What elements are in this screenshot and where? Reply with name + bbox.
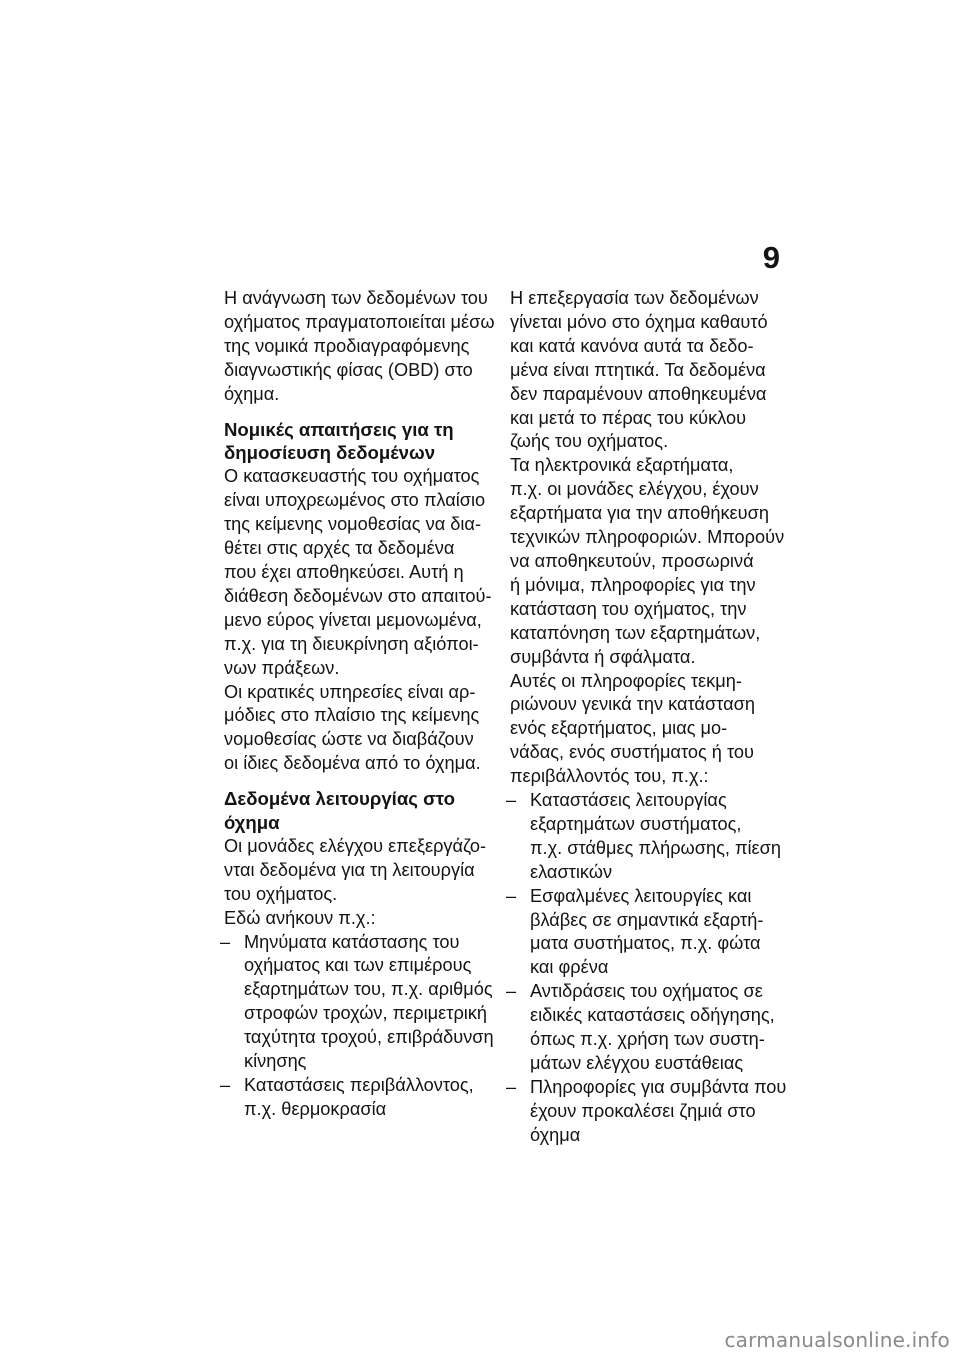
text-line: π.χ. για τη διευκρίνηση αξιόποι‐ bbox=[224, 633, 479, 654]
section-heading-legal: Νομικές απαιτήσεις για τη δημοσίευση δεδομένων bbox=[224, 418, 454, 464]
text-line: συμβάντα ή σφάλματα. bbox=[510, 646, 696, 667]
text-line: ή μόνιμα, πληροφορίες για την bbox=[510, 574, 756, 595]
list-item: – Πληροφορίες για συμβάντα που έχουν προκαλέσει ζημιά στο όχημα bbox=[506, 1076, 787, 1145]
text-line: οχήματος πραγματοποιείται μέσω bbox=[224, 311, 495, 332]
text-line: θέτει στις αρχές τα δεδομένα bbox=[224, 538, 455, 559]
paragraph bbox=[510, 287, 785, 454]
paragraph bbox=[224, 907, 506, 931]
paragraph bbox=[510, 670, 785, 790]
text-line: ενός εξαρτήματος, μιας μο‐ bbox=[510, 718, 728, 739]
intro-paragraph bbox=[224, 287, 506, 407]
list-item: – Εσφαλμένες λειτουργίες και βλάβες σε σημαντικά εξαρτή‐ ματα συστήματος, π.χ. φώτα και φρένα bbox=[506, 885, 764, 978]
text-line: ριώνουν γενικά την κατάσταση bbox=[510, 694, 755, 715]
paragraph bbox=[224, 465, 506, 680]
text-line: της νομικά προδιαγραφόμενης bbox=[224, 335, 470, 356]
text-line: και μετά το πέρας του κύκλου bbox=[510, 407, 747, 428]
text-line: είναι υποχρεωμένος στο πλαίσιο bbox=[224, 490, 486, 511]
list-item: – Καταστάσεις περιβάλλοντος, π.χ. θερμοκρασία bbox=[220, 1075, 474, 1119]
text-line: όχημα. bbox=[224, 383, 280, 404]
paragraph bbox=[224, 681, 506, 777]
dash-bullet: – bbox=[220, 931, 231, 952]
dash-bullet: – bbox=[506, 981, 517, 1002]
text-line: Η επεξεργασία των δεδομένων bbox=[510, 288, 759, 308]
text-line: της κείμενης νομοθεσίας να δια‐ bbox=[224, 514, 481, 535]
text-line: Οι μονάδες ελέγχου επεξεργάζο‐ bbox=[224, 835, 487, 856]
text-line: περιβάλλοντός του, π.χ.: bbox=[510, 766, 709, 787]
text-line: Εδώ ανήκουν π.χ.: bbox=[224, 907, 376, 928]
text-line: νων πράξεων. bbox=[224, 657, 340, 678]
text-line: ζωής του οχήματος. bbox=[510, 431, 669, 452]
text-line: διάθεση δεδομένων στο απαιτού‐ bbox=[224, 585, 492, 606]
bullet-list bbox=[220, 931, 506, 1122]
text-line: να αποθηκευτούν, προσωρινά bbox=[510, 550, 754, 571]
text-line: καταπόνηση των εξαρτημάτων, bbox=[510, 622, 761, 643]
text-line: γίνεται μόνο στο όχημα καθαυτό bbox=[510, 311, 768, 332]
list-item: – Μηνύματα κατάστασης του οχήματος και των επιμέρους εξαρτημάτων του, π.χ. αριθμός στροφών τροχών, περιμετρική ταχύτητα τροχού, επιβράδυνση κίνησης bbox=[220, 931, 494, 1072]
text-line: Ο κατασκευαστής του οχήματος bbox=[224, 466, 480, 487]
text-line: του οχήματος. bbox=[224, 883, 338, 904]
dash-bullet: – bbox=[506, 1076, 517, 1097]
text-line: οι ίδιες δεδομένα από το όχημα. bbox=[224, 753, 481, 774]
page-number: 9 bbox=[762, 240, 780, 275]
right-column bbox=[506, 287, 787, 1148]
text-line: Οι κρατικές υπηρεσίες είναι αρ‐ bbox=[224, 681, 476, 702]
paragraph bbox=[224, 835, 506, 907]
text-line: Τα ηλεκτρονικά εξαρτήματα, bbox=[510, 455, 734, 476]
dash-bullet: – bbox=[506, 790, 517, 811]
watermark-text: carmanualsonline.info bbox=[724, 1328, 950, 1352]
text-line: Αυτές οι πληροφορίες τεκμη‐ bbox=[510, 670, 742, 691]
text-line: που έχει αποθηκεύσει. Αυτή η bbox=[224, 561, 464, 582]
dash-bullet: – bbox=[220, 1075, 231, 1095]
text-line: και κατά κανόνα αυτά τα δεδο‐ bbox=[510, 335, 754, 356]
list-item: – Καταστάσεις λειτουργίας εξαρτημάτων συστήματος, π.χ. στάθμες πλήρωσης, πίεση ελαστικών bbox=[506, 790, 781, 882]
dash-bullet: – bbox=[506, 885, 517, 906]
text-line: κατάσταση του οχήματος, την bbox=[510, 598, 747, 619]
text-line: διαγνωστικής φίσας (OBD) στο bbox=[224, 359, 473, 380]
section-heading-operating-data: Δεδομένα λειτουργίας στο όχημα bbox=[224, 788, 455, 834]
paragraph bbox=[510, 454, 785, 669]
text-line: μένα είναι πτητικά. Τα δεδομένα bbox=[510, 359, 766, 380]
text-line: τεχνικών πληροφοριών. Μπορούν bbox=[510, 527, 785, 548]
text-line: εξαρτήματα για την αποθήκευση bbox=[510, 503, 769, 524]
text-line: νται δεδομένα για τη λειτουργία bbox=[224, 859, 475, 880]
text-line: Η ανάγνωση των δεδομένων του bbox=[224, 288, 488, 308]
bullet-list bbox=[506, 789, 787, 1148]
left-column bbox=[220, 287, 506, 1122]
text-line: νάδας, ενός συστήματος ή του bbox=[510, 742, 754, 763]
list-item: – Αντιδράσεις του οχήματος σε ειδικές καταστάσεις οδήγησης, όπως π.χ. χρήση των συστη‐ μάτων ελέγχου ευστάθειας bbox=[506, 981, 775, 1073]
text-line: νομοθεσίας ώστε να διαβάζουν bbox=[224, 729, 474, 750]
text-line: μενο εύρος γίνεται μεμονωμένα, bbox=[224, 609, 482, 630]
text-line: μόδιες στο πλαίσιο της κείμενης bbox=[224, 705, 480, 726]
text-line: π.χ. οι μονάδες ελέγχου, έχουν bbox=[510, 479, 759, 500]
text-line: δεν παραμένουν αποθηκευμένα bbox=[510, 383, 767, 404]
